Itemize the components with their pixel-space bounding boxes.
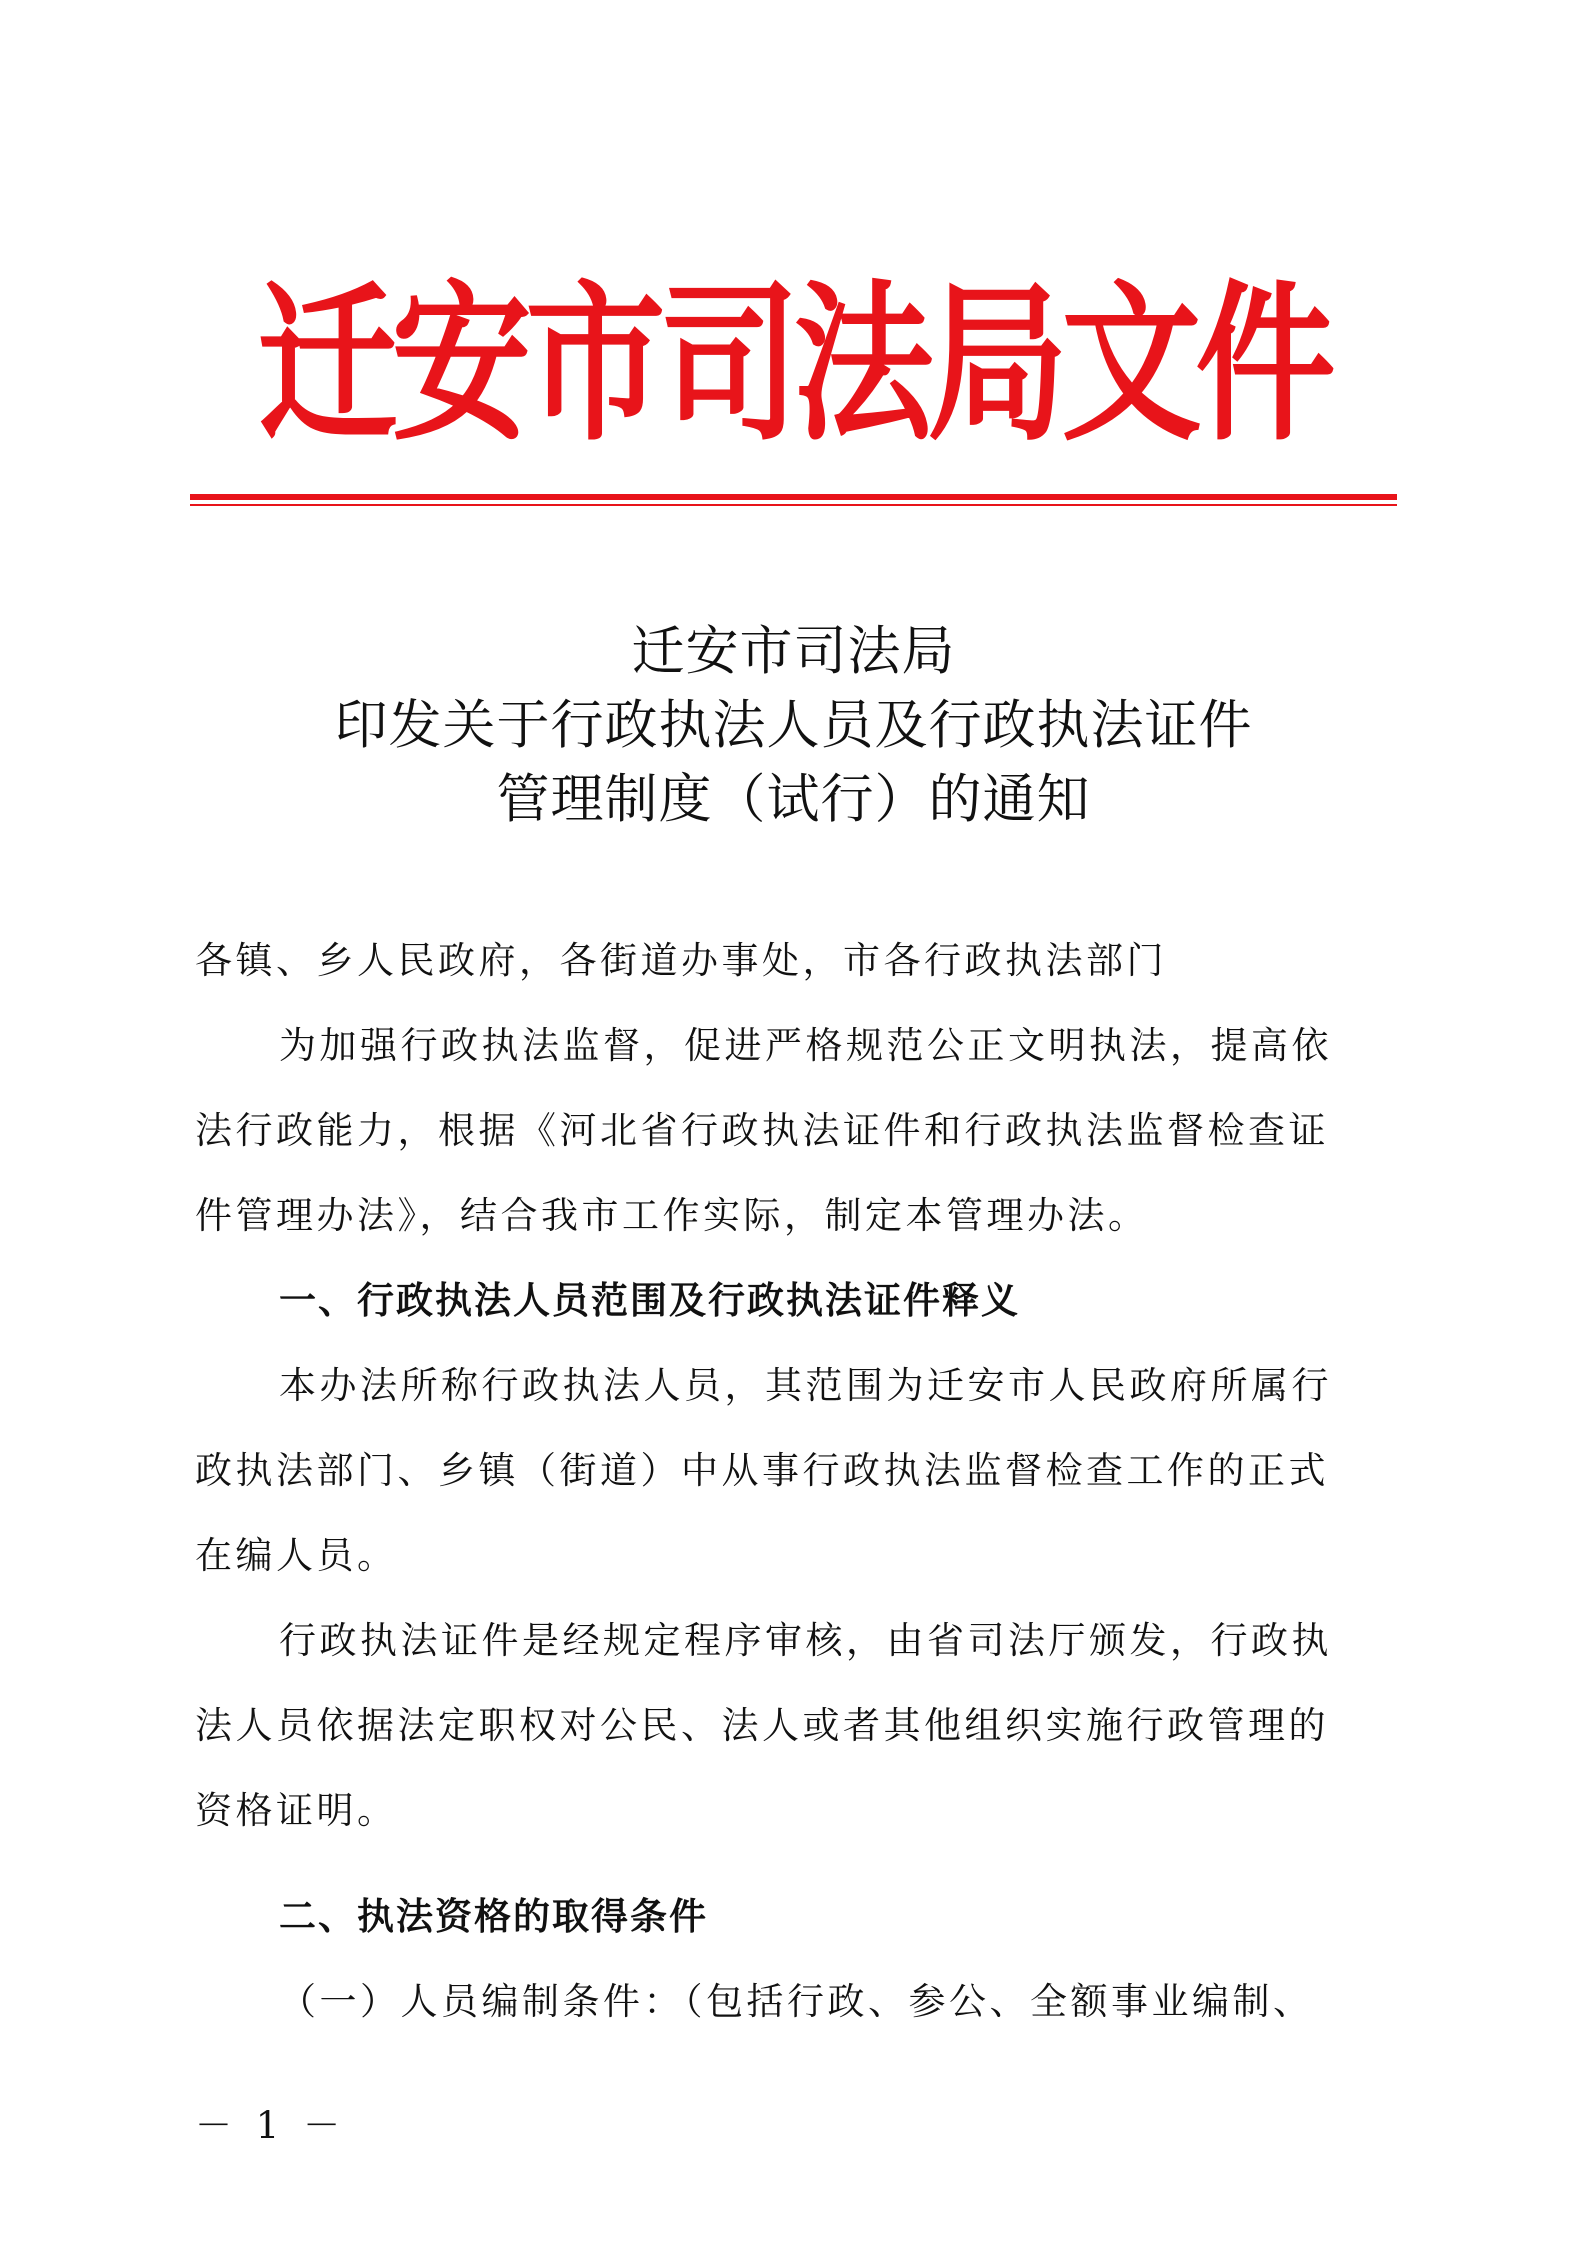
recipients-line: 各镇、乡人民政府，各街道办事处，市各行政执法部门 <box>195 939 1167 982</box>
section-1-para-2-line-1: 行政执法证件是经规定程序审核，由省司法厅颁发，行政执 <box>279 1619 1332 1662</box>
notice-title-line-2: 印发关于行政执法人员及行政执法证件 <box>334 695 1253 756</box>
section-1-para-1-line-3: 在编人员。 <box>195 1534 398 1577</box>
notice-title <box>190 615 1397 837</box>
header-red-rule-thin <box>190 504 1397 506</box>
page-number: － 1 － <box>195 2104 347 2147</box>
notice-title-line-1: 迁安市司法局 <box>631 621 956 682</box>
paragraph-gap <box>195 1853 1405 1874</box>
section-1-para-1-line-1: 本办法所称行政执法人员，其范围为迁安市人民政府所属行 <box>279 1364 1332 1407</box>
section-2-item-1: （一）人员编制条件：（包括行政、参公、全额事业编制、 <box>279 1980 1314 2023</box>
intro-line-1: 为加强行政执法监督，促进严格规范公正文明执法，提高依 <box>279 1024 1332 1067</box>
document-header-title: 迁安市司法局文件 <box>257 264 1330 466</box>
section-1-para-2-line-2: 法人员依据法定职权对公民、法人或者其他组织实施行政管理的 <box>195 1704 1329 1747</box>
section-1-para-1-line-2: 政执法部门、乡镇（街道）中从事行政执法监督检查工作的正式 <box>195 1449 1329 1492</box>
section-2-heading: 二、执法资格的取得条件 <box>279 1895 708 1938</box>
intro-line-3: 件管理办法》，结合我市工作实际，制定本管理办法。 <box>195 1194 1149 1237</box>
section-1-para-2-line-3: 资格证明。 <box>195 1789 398 1832</box>
notice-title-line-3: 管理制度（试行）的通知 <box>496 769 1091 830</box>
intro-line-2: 法行政能力，根据《河北省行政执法证件和行政执法监督检查证 <box>195 1109 1329 1152</box>
document-body <box>195 918 1405 2044</box>
section-1-heading: 一、行政执法人员范围及行政执法证件释义 <box>279 1279 1020 1322</box>
header-red-rule-thick <box>190 494 1397 500</box>
